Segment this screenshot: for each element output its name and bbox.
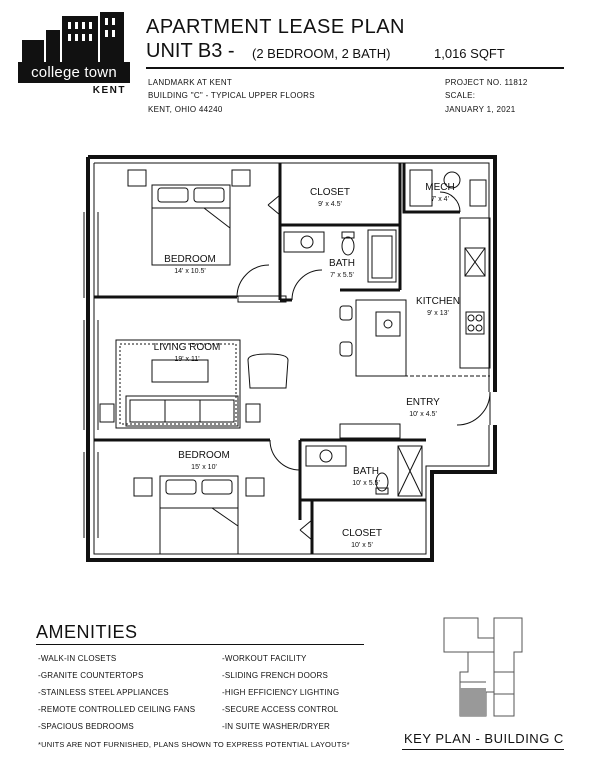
room-name: BEDROOM [178,450,230,461]
logo-text: college town [31,64,117,81]
unit-type: (2 BEDROOM, 2 BATH) [252,46,391,61]
room-mech [416,182,464,204]
room-bedroom1 [158,254,222,276]
key-plan-title: KEY PLAN - BUILDING C [404,731,564,746]
room-name: BEDROOM [164,254,216,265]
info-line: LANDMARK AT KENT [148,78,233,87]
info-line: PROJECT NO. 11812 [445,78,528,87]
info-line: SCALE: [445,91,476,100]
room-name: BATH [353,466,379,477]
amenity-item: -SECURE ACCESS CONTROL [222,705,339,714]
amenity-item: -SPACIOUS BEDROOMS [38,722,134,731]
info-line: JANUARY 1, 2021 [445,105,516,114]
amenity-item: -SLIDING FRENCH DOORS [222,671,328,680]
amenity-item: -WALK-IN CLOSETS [38,654,117,663]
room-name: BATH [329,258,355,269]
page-title: APARTMENT LEASE PLAN [146,16,405,38]
room-name: KITCHEN [416,296,460,307]
room-dim: 9' x 13' [427,310,449,317]
room-name: CLOSET [341,528,382,539]
key-plan-highlight [460,688,486,716]
key-plan-rule [402,749,564,750]
amenities-col1 [38,650,195,735]
amenity-item: -GRANITE COUNTERTOPS [38,671,144,680]
amenity-item: -WORKOUT FACILITY [222,654,307,663]
room-dim: 19' x 11' [174,356,200,363]
unit-area: 1,016 SQFT [434,46,505,61]
info-line: KENT, OHIO 44240 [148,105,223,114]
room-dim: 7' x 4' [431,196,449,203]
info-line: BUILDING "C" - TYPICAL UPPER FLOORS [148,91,315,100]
room-name: LIVING ROOM [153,342,221,353]
room-dim: 7' x 5.5' [330,272,354,279]
room-closet2 [336,528,388,550]
amenity-item: -IN SUITE WASHER/DRYER [222,722,330,731]
key-plan-drawing [438,612,528,724]
amenity-item: -REMOTE CONTROLLED CEILING FANS [38,705,196,714]
logo-sub: KENT [92,85,126,96]
amenity-item: -HIGH EFFICIENCY LIGHTING [222,688,340,697]
room-dim: 15' x 10' [191,464,217,471]
room-living [144,342,230,364]
room-dim: 10' x 5.5' [352,480,380,487]
room-bath2 [344,466,388,488]
unit-label: UNIT B3 - [146,40,235,62]
room-entry [400,397,446,419]
footnote: *UNITS ARE NOT FURNISHED, PLANS SHOWN TO EXPRESS POTENTIAL LAYOUTS* [38,740,350,749]
room-dim: 9' x 4.5' [318,201,342,208]
room-name: MECH [425,182,455,193]
room-bath1 [322,258,362,280]
room-kitchen [410,296,466,318]
room-dim: 10' x 5' [351,542,373,549]
room-name: CLOSET [309,187,350,198]
amenities-title: AMENITIES [36,622,138,642]
room-name: ENTRY [406,397,440,408]
amenity-item: -STAINLESS STEEL APPLIANCES [38,688,169,697]
room-dim: 10' x 4.5' [409,411,437,418]
amenities-col2 [222,650,339,735]
room-bedroom2 [172,450,236,472]
room-closet1 [300,187,360,209]
amenities-rule [36,644,364,645]
room-dim: 14' x 10.5' [174,268,206,275]
